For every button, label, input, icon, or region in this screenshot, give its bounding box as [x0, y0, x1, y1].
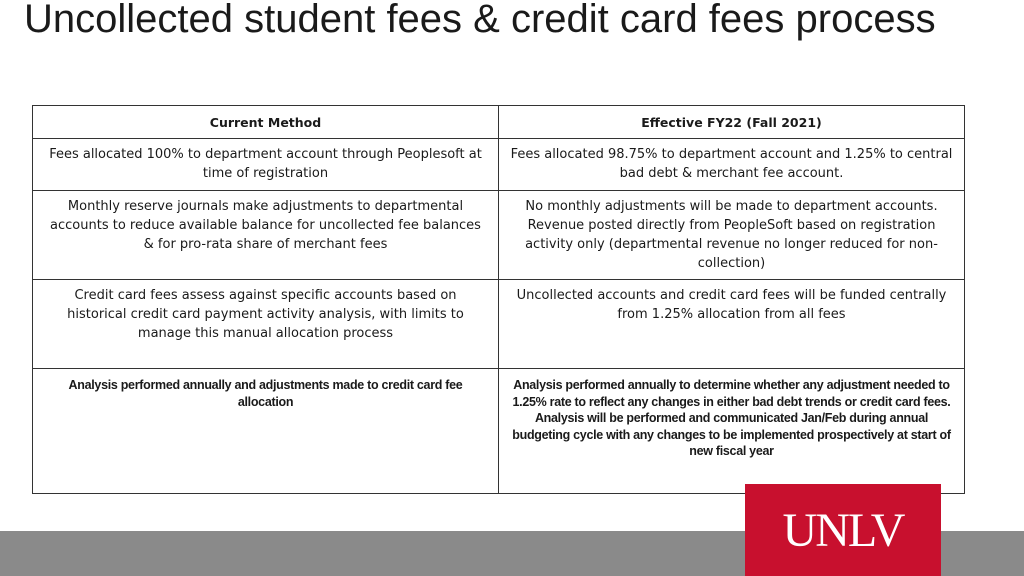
table-row	[33, 280, 965, 369]
column-header-current-method: Current Method	[33, 106, 499, 139]
table-cell-current: Fees allocated 100% to department account through Peoplesoft at time of registration	[33, 139, 499, 191]
table-row	[33, 191, 965, 280]
table-row	[33, 369, 965, 494]
table-header-row	[33, 106, 965, 139]
table-cell-current: Analysis performed annually and adjustments made to credit card fee allocation	[33, 369, 499, 494]
table-row	[33, 139, 965, 191]
fees-comparison-table	[32, 105, 965, 494]
logo-text: UNLV	[782, 503, 904, 557]
slide-title: Uncollected student fees & credit card fees process	[24, 0, 936, 41]
table-cell-effective: Analysis performed annually to determine whether any adjustment needed to 1.25% rate to reflect any changes in either bad debt trends or credit card fees. Analysis will be performed and communicated Jan/Feb during annual budgeting cycle with any changes to be implemented prospectively at start of new fiscal year	[499, 369, 965, 494]
table-cell-effective: No monthly adjustments will be made to department accounts. Revenue posted directly from PeopleSoft based on registration activity only (departmental revenue no longer reduced for non-collection)	[499, 191, 965, 280]
table-cell-effective: Uncollected accounts and credit card fees will be funded centrally from 1.25% allocation from all fees	[499, 280, 965, 369]
table-cell-current: Credit card fees assess against specific accounts based on historical credit card payment activity analysis, with limits to manage this manual allocation process	[33, 280, 499, 369]
column-header-effective-fy22: Effective FY22 (Fall 2021)	[499, 106, 965, 139]
table-cell-effective: Fees allocated 98.75% to department account and 1.25% to central bad debt & merchant fee account.	[499, 139, 965, 191]
table-cell-current: Monthly reserve journals make adjustments to departmental accounts to reduce available balance for uncollected fee balances & for pro-rata share of merchant fees	[33, 191, 499, 280]
unlv-logo	[745, 484, 941, 576]
